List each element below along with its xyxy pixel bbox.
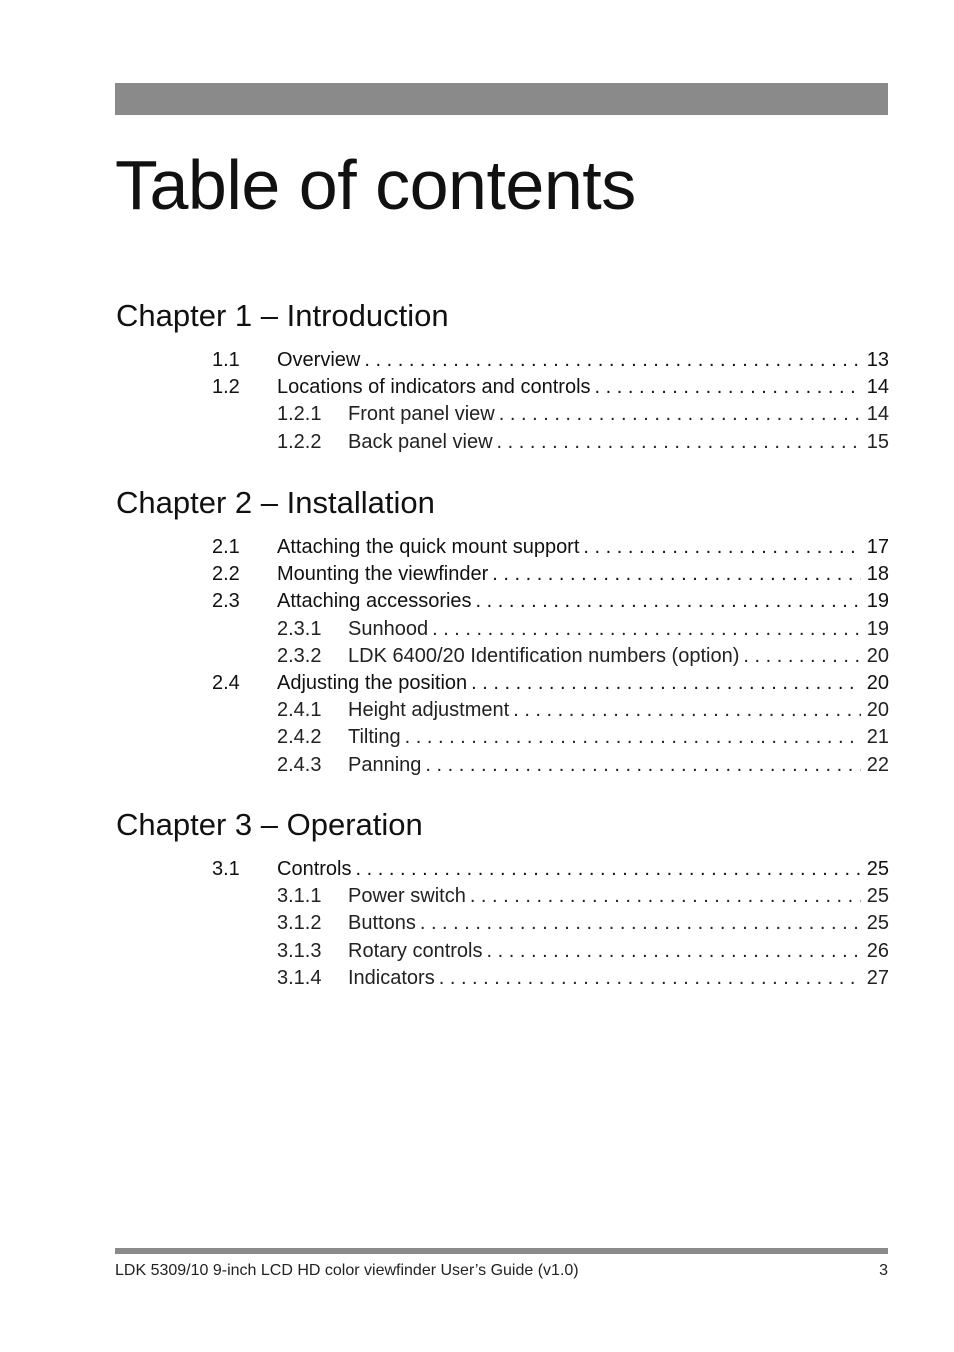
toc-entry[interactable] [212, 561, 889, 587]
toc-entry-page: 17 [861, 534, 889, 560]
toc-entry-title: Buttons [348, 910, 420, 936]
toc-entry-title: Attaching accessories [277, 588, 476, 614]
toc-entry-page: 19 [861, 588, 889, 614]
toc-entry-title: Mounting the viewfinder [277, 561, 492, 587]
toc-entry[interactable] [212, 347, 889, 373]
toc-dot-leader [513, 697, 861, 723]
toc-entry-number: 2.4.3 [277, 753, 322, 776]
toc-entry-number: 2.2 [212, 563, 240, 586]
toc-entry-page: 20 [861, 670, 889, 696]
toc-entry[interactable] [277, 883, 889, 909]
toc-entry-number: 3.1.3 [277, 939, 322, 962]
toc-entry-number: 3.1 [212, 858, 240, 880]
toc-entry[interactable] [212, 588, 889, 614]
toc-entry-number: 1.1 [212, 349, 240, 371]
toc-entry-page: 25 [861, 910, 889, 936]
toc-entry-title: Tilting [348, 724, 405, 750]
toc-entry-title: Front panel view [348, 401, 499, 427]
toc-entry-page: 25 [861, 856, 889, 882]
toc-entry-title: Rotary controls [348, 938, 487, 964]
chapter-title: Chapter 3 – Operation [116, 807, 423, 842]
chapter-title: Chapter 1 – Introduction [116, 298, 449, 333]
toc-entry-title: Sunhood [348, 616, 432, 642]
toc-dot-leader [743, 643, 860, 669]
footer-page-number: 3 [879, 1262, 888, 1279]
toc-entry-number: 3.1.1 [277, 885, 322, 908]
toc-entry[interactable] [212, 534, 889, 560]
toc-dot-leader [439, 965, 861, 991]
footer-rule [115, 1248, 888, 1254]
chapter-title: Chapter 2 – Installation [116, 485, 435, 520]
toc-entry-number: 2.3.2 [277, 644, 322, 667]
toc-entry-number: 1.2 [212, 376, 240, 399]
toc-entry[interactable] [277, 965, 889, 991]
toc-dot-leader [595, 374, 861, 400]
toc-entry-title: Height adjustment [348, 697, 513, 723]
toc-entry-page: 14 [861, 374, 889, 400]
toc-entry[interactable] [277, 616, 889, 642]
toc-entry[interactable] [277, 643, 889, 669]
toc-entry-number: 1.2.1 [277, 403, 322, 426]
toc-entry[interactable] [212, 670, 889, 696]
toc-dot-leader [432, 616, 861, 642]
toc-dot-leader [492, 561, 861, 587]
toc-entry-page: 25 [861, 883, 889, 909]
toc-dot-leader [583, 534, 860, 560]
toc-entry[interactable] [277, 752, 889, 778]
toc-entry-page: 20 [861, 697, 889, 723]
toc-entry-number: 2.4 [212, 672, 240, 694]
toc-entry[interactable] [212, 374, 889, 400]
toc-dot-leader [476, 588, 861, 614]
toc-entry-page: 20 [861, 643, 889, 669]
toc-entry-title: Back panel view [348, 429, 497, 455]
toc-entry-number: 2.4.2 [277, 726, 322, 749]
toc-entry-page: 27 [861, 965, 889, 991]
toc-entry[interactable] [277, 429, 889, 455]
header-rule [115, 83, 888, 115]
toc-entry[interactable] [277, 724, 889, 750]
toc-entry-title: LDK 6400/20 Identification numbers (option) [348, 643, 743, 669]
toc-entry[interactable] [212, 856, 889, 882]
toc-entry-number: 2.3.1 [277, 617, 322, 640]
toc-dot-leader [471, 670, 861, 696]
toc-entry-number: 1.2.2 [277, 430, 322, 453]
toc-dot-leader [499, 401, 861, 427]
toc-entry[interactable] [277, 938, 889, 964]
toc-dot-leader [487, 938, 861, 964]
toc-entry[interactable] [277, 697, 889, 723]
toc-entry-title: Locations of indicators and controls [277, 374, 595, 400]
toc-entry-number: 2.1 [212, 536, 240, 558]
toc-entry-page: 13 [861, 347, 889, 373]
toc-dot-leader [470, 883, 861, 909]
toc-dot-leader [420, 910, 861, 936]
toc-entry-page: 18 [861, 561, 889, 587]
toc-entry-title: Indicators [348, 965, 439, 991]
toc-entry-title: Adjusting the position [277, 670, 471, 696]
toc-entry[interactable] [277, 910, 889, 936]
toc-entry-page: 19 [861, 616, 889, 642]
page-title: Table of contents [115, 146, 636, 224]
toc-entry-page: 15 [861, 429, 889, 455]
toc-entry[interactable] [277, 401, 889, 427]
toc-entry-number: 3.1.4 [277, 966, 322, 989]
toc-dot-leader [425, 752, 860, 778]
toc-entry-number: 3.1.2 [277, 912, 322, 935]
toc-dot-leader [497, 429, 861, 455]
toc-entry-number: 2.3 [212, 590, 240, 613]
toc-entry-page: 14 [861, 401, 889, 427]
toc-entry-page: 26 [861, 938, 889, 964]
footer-document-title: LDK 5309/10 9-inch LCD HD color viewfinder User’s Guide (v1.0) [115, 1262, 579, 1279]
toc-entry-title: Overview [277, 347, 364, 373]
toc-entry-page: 21 [861, 724, 889, 750]
toc-entry-title: Controls [277, 856, 355, 882]
toc-entry-title: Power switch [348, 883, 470, 909]
toc-entry-title: Panning [348, 752, 425, 778]
toc-dot-leader [405, 724, 861, 750]
toc-dot-leader [355, 856, 860, 882]
toc-dot-leader [364, 347, 860, 373]
toc-entry-page: 22 [861, 752, 889, 778]
toc-entry-number: 2.4.1 [277, 699, 322, 722]
toc-entry-title: Attaching the quick mount support [277, 534, 583, 560]
